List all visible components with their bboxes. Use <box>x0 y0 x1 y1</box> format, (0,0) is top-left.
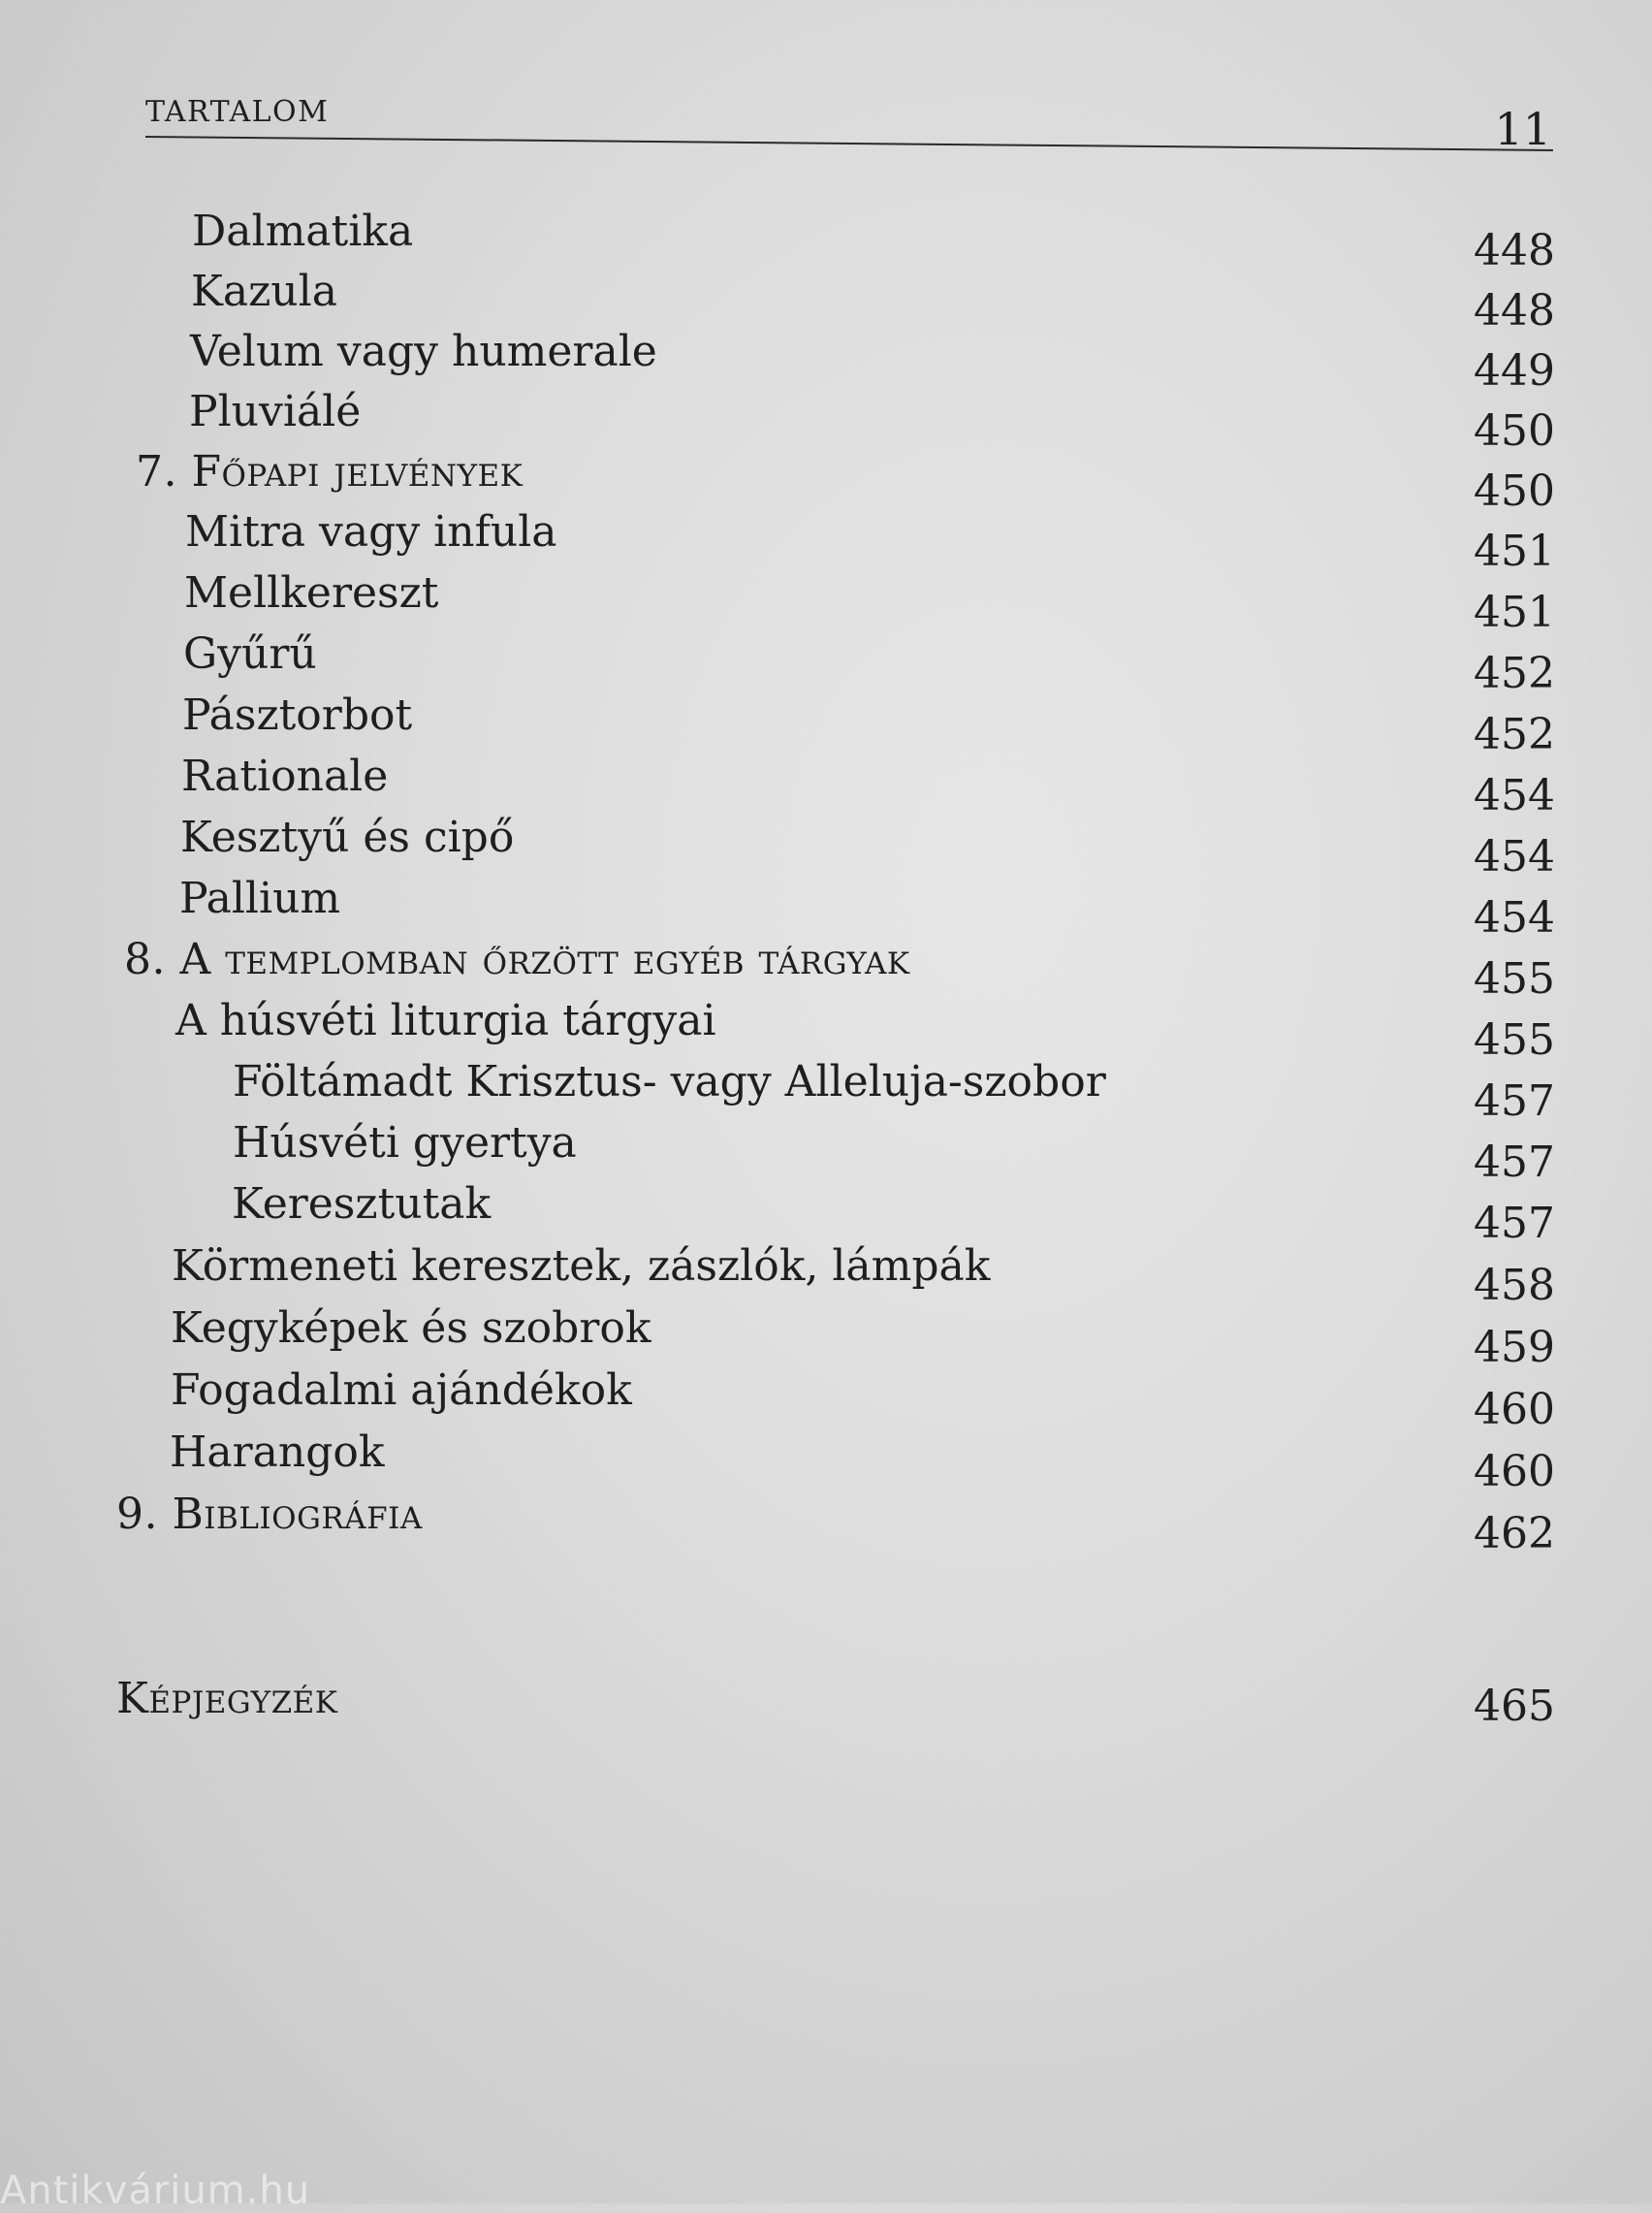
toc-entry-page: 460 <box>1474 1447 1555 1496</box>
toc-entry-title: Körmeneti keresztek, zászlók, lámpák <box>172 1241 991 1291</box>
toc-chapter-title: 8. A templomban őrzött egyéb tárgyak <box>124 935 910 984</box>
toc-entry-title: Föltámadt Krisztus- vagy Alleluja-szobor <box>233 1057 1106 1106</box>
toc-entry-title: Kesztyű és cipő <box>180 813 515 862</box>
toc-entry <box>0 874 1652 943</box>
toc-chapter-title: 9. Bibliográfia <box>116 1490 423 1539</box>
toc-entry-page: 449 <box>1474 346 1555 396</box>
toc-entry <box>0 207 1652 275</box>
toc-entry <box>0 752 1652 820</box>
toc-entry-page: 465 <box>1474 1682 1555 1731</box>
toc-entry <box>0 387 1652 456</box>
toc-entry <box>0 1057 1652 1126</box>
header-rule <box>145 136 1553 151</box>
toc-entry-title: A húsvéti liturgia tárgyai <box>175 996 716 1045</box>
toc-entry <box>0 267 1652 336</box>
toc-entry-page: 448 <box>1474 286 1555 336</box>
toc-entry-page: 451 <box>1474 527 1555 576</box>
toc-entry-page: 455 <box>1474 1015 1555 1065</box>
watermark: Antikvárium.hu <box>0 2168 311 2213</box>
toc-entry-title: Harangok <box>170 1427 385 1477</box>
toc-entry <box>0 1118 1652 1187</box>
toc-entry <box>0 507 1652 576</box>
toc-entry-title: Rationale <box>181 752 389 801</box>
toc-entry <box>0 996 1652 1065</box>
toc-entry <box>0 629 1652 698</box>
toc-entry-title: Pluviálé <box>189 387 362 436</box>
toc-entry <box>0 447 1652 516</box>
toc-entry <box>0 1490 1652 1558</box>
toc-entry-page: 460 <box>1474 1385 1555 1434</box>
toc-entry-title: Húsvéti gyertya <box>233 1118 577 1168</box>
toc-entry-title: Pallium <box>179 874 341 923</box>
toc-entry <box>0 327 1652 396</box>
toc-entry-page: 459 <box>1474 1323 1555 1372</box>
toc-chapter-title: 7. Főpapi jelvények <box>136 447 524 497</box>
toc-entry <box>0 1427 1652 1496</box>
toc-entry <box>0 1179 1652 1248</box>
toc-entry-page: 452 <box>1474 710 1555 759</box>
toc-entry-title: Keresztutak <box>232 1179 492 1229</box>
toc-entry-page: 457 <box>1474 1199 1555 1248</box>
toc-entry <box>0 1365 1652 1434</box>
toc-entry-title: Kegyképek és szobrok <box>171 1303 651 1353</box>
toc-entry-title: Mitra vagy infula <box>185 507 557 557</box>
toc-entry <box>0 1241 1652 1310</box>
running-header: TARTALOM <box>145 95 330 129</box>
toc-entry <box>0 1303 1652 1372</box>
toc-section-title: Képjegyzék <box>116 1674 338 1723</box>
toc-entry-page: 457 <box>1474 1138 1555 1187</box>
toc-entry <box>0 935 1652 1004</box>
toc-entry <box>0 1674 1652 1734</box>
toc-entry-page: 458 <box>1474 1261 1555 1310</box>
toc-entry-title: Kazula <box>191 267 337 316</box>
toc-entry-page: 448 <box>1474 226 1555 275</box>
toc-entry-page: 450 <box>1474 466 1555 516</box>
toc-entry-title: Pásztorbot <box>182 690 413 740</box>
toc-entry <box>0 690 1652 759</box>
toc-entry-title: Fogadalmi ajándékok <box>171 1365 632 1415</box>
toc-entry <box>0 813 1652 882</box>
toc-entry-page: 451 <box>1474 588 1555 637</box>
toc-entry-page: 452 <box>1474 649 1555 698</box>
toc-entry-page: 454 <box>1474 771 1555 820</box>
toc-entry-title: Mellkereszt <box>184 568 439 618</box>
toc-entry-page: 450 <box>1474 406 1555 456</box>
toc-entry-title: Velum vagy humerale <box>190 327 657 376</box>
toc-entry-page: 457 <box>1474 1076 1555 1126</box>
toc-entry-title: Gyűrű <box>183 629 317 679</box>
toc-entry-page: 454 <box>1474 893 1555 943</box>
toc-entry-page: 462 <box>1474 1509 1555 1558</box>
toc-entry <box>0 568 1652 637</box>
page-number: 11 <box>1494 103 1551 155</box>
toc-entry-title: Dalmatika <box>192 207 414 256</box>
toc-entry-page: 454 <box>1474 832 1555 882</box>
toc-entry-page: 455 <box>1474 954 1555 1004</box>
